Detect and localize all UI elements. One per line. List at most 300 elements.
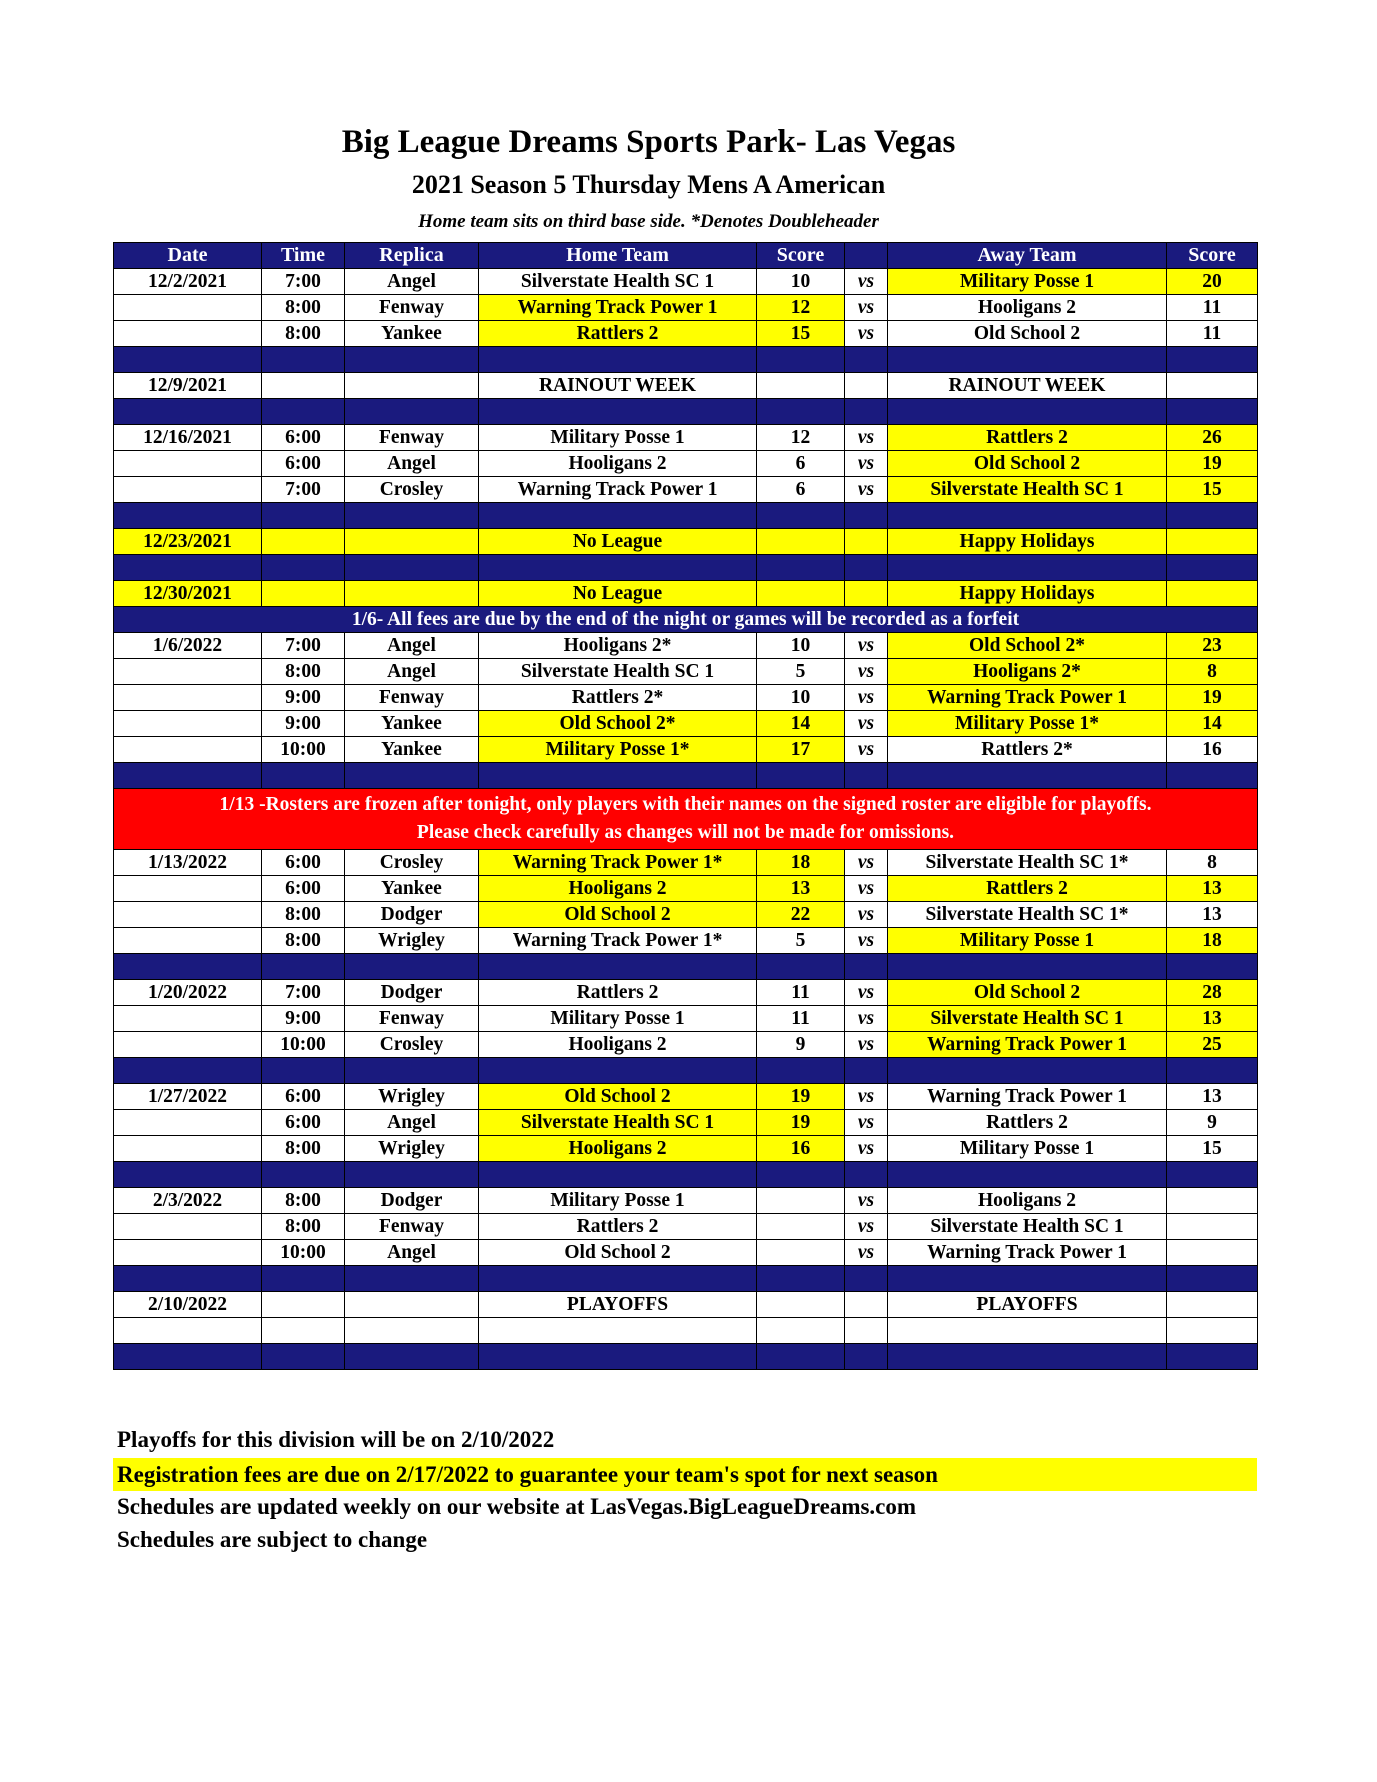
home-score-cell: 18 bbox=[757, 850, 845, 876]
separator-cell bbox=[345, 1162, 479, 1188]
home-score-cell: 19 bbox=[757, 1084, 845, 1110]
time-cell: 6:00 bbox=[262, 876, 345, 902]
replica-cell: Wrigley bbox=[345, 928, 479, 954]
date-cell bbox=[114, 295, 262, 321]
separator-cell bbox=[114, 399, 262, 425]
separator-cell bbox=[262, 503, 345, 529]
away-team-cell: Military Posse 1* bbox=[888, 711, 1167, 737]
time-cell: 6:00 bbox=[262, 1110, 345, 1136]
date-cell bbox=[114, 1214, 262, 1240]
vs-cell: vs bbox=[845, 1240, 888, 1266]
page-title: Big League Dreams Sports Park- Las Vegas bbox=[341, 124, 956, 160]
home-team-cell: Military Posse 1 bbox=[479, 1006, 757, 1032]
date-cell bbox=[114, 902, 262, 928]
away-team-cell: Old School 2* bbox=[888, 633, 1167, 659]
separator-cell bbox=[845, 1266, 888, 1292]
separator-cell bbox=[888, 1162, 1167, 1188]
game-row bbox=[114, 1084, 1258, 1110]
home-score-cell: 10 bbox=[757, 685, 845, 711]
away-team-cell: PLAYOFFS bbox=[888, 1292, 1167, 1318]
separator-cell bbox=[757, 1162, 845, 1188]
home-score-cell bbox=[757, 1188, 845, 1214]
game-row bbox=[114, 685, 1258, 711]
time-cell bbox=[262, 1292, 345, 1318]
vs-cell: vs bbox=[845, 477, 888, 503]
separator-cell bbox=[888, 1266, 1167, 1292]
vs-cell: vs bbox=[845, 711, 888, 737]
separator-cell bbox=[479, 1058, 757, 1084]
vs-cell: vs bbox=[845, 876, 888, 902]
separator-cell bbox=[479, 1344, 757, 1370]
separator-cell bbox=[845, 555, 888, 581]
home-score-cell bbox=[757, 581, 845, 607]
home-score-cell: 11 bbox=[757, 980, 845, 1006]
away-team-cell: Warning Track Power 1 bbox=[888, 1084, 1167, 1110]
replica-cell: Yankee bbox=[345, 711, 479, 737]
home-team-cell: No League bbox=[479, 529, 757, 555]
separator-cell bbox=[114, 1344, 262, 1370]
separator-cell bbox=[262, 1266, 345, 1292]
separator-cell bbox=[757, 347, 845, 373]
separator-cell bbox=[1167, 503, 1258, 529]
time-cell bbox=[262, 529, 345, 555]
vs-cell: vs bbox=[845, 321, 888, 347]
time-cell: 8:00 bbox=[262, 295, 345, 321]
separator-cell bbox=[1167, 1162, 1258, 1188]
away-score-cell: 16 bbox=[1167, 737, 1258, 763]
away-team-cell: Warning Track Power 1 bbox=[888, 1240, 1167, 1266]
vs-cell: vs bbox=[845, 980, 888, 1006]
separator-cell bbox=[845, 954, 888, 980]
separator-cell bbox=[479, 1266, 757, 1292]
separator-cell bbox=[757, 1058, 845, 1084]
column-header-away-team: Away Team bbox=[888, 243, 1167, 269]
away-team-cell: Silverstate Health SC 1 bbox=[888, 1006, 1167, 1032]
away-team-cell: Hooligans 2 bbox=[888, 295, 1167, 321]
special-row bbox=[114, 373, 1258, 399]
home-score-cell: 5 bbox=[757, 928, 845, 954]
away-team-cell: Silverstate Health SC 1 bbox=[888, 1214, 1167, 1240]
separator-cell bbox=[345, 503, 479, 529]
away-score-cell: 13 bbox=[1167, 902, 1258, 928]
home-team-cell: Silverstate Health SC 1 bbox=[479, 659, 757, 685]
replica-cell: Angel bbox=[345, 1240, 479, 1266]
away-score-cell: 8 bbox=[1167, 850, 1258, 876]
separator-cell bbox=[114, 954, 262, 980]
away-score-cell: 8 bbox=[1167, 659, 1258, 685]
separator-cell bbox=[479, 347, 757, 373]
separator-cell bbox=[757, 503, 845, 529]
home-team-cell: Old School 2 bbox=[479, 1240, 757, 1266]
date-cell bbox=[114, 321, 262, 347]
separator-cell bbox=[345, 555, 479, 581]
date-cell bbox=[114, 477, 262, 503]
time-cell: 10:00 bbox=[262, 1240, 345, 1266]
blank-cell bbox=[114, 1318, 262, 1344]
home-team-cell: Hooligans 2* bbox=[479, 633, 757, 659]
date-cell: 12/2/2021 bbox=[114, 269, 262, 295]
game-row bbox=[114, 1136, 1258, 1162]
time-cell: 8:00 bbox=[262, 928, 345, 954]
separator-row bbox=[114, 399, 1258, 425]
replica-cell: Fenway bbox=[345, 1214, 479, 1240]
away-team-cell: Hooligans 2* bbox=[888, 659, 1167, 685]
separator-cell bbox=[845, 1162, 888, 1188]
date-cell: 1/27/2022 bbox=[114, 1084, 262, 1110]
notice-row bbox=[114, 607, 1258, 633]
away-score-cell: 23 bbox=[1167, 633, 1258, 659]
separator-cell bbox=[888, 763, 1167, 789]
date-cell bbox=[114, 1136, 262, 1162]
home-team-cell: Hooligans 2 bbox=[479, 1032, 757, 1058]
replica-cell bbox=[345, 581, 479, 607]
replica-cell: Angel bbox=[345, 1110, 479, 1136]
away-team-cell: Silverstate Health SC 1* bbox=[888, 850, 1167, 876]
time-cell: 7:00 bbox=[262, 980, 345, 1006]
separator-row bbox=[114, 555, 1258, 581]
time-cell: 8:00 bbox=[262, 659, 345, 685]
vs-cell: vs bbox=[845, 1188, 888, 1214]
home-team-cell: Warning Track Power 1 bbox=[479, 295, 757, 321]
roster-notice bbox=[114, 789, 1258, 850]
separator-cell bbox=[845, 503, 888, 529]
away-team-cell: Rattlers 2 bbox=[888, 425, 1167, 451]
upcoming-game-row bbox=[114, 1214, 1258, 1240]
separator-cell bbox=[262, 347, 345, 373]
separator-cell bbox=[479, 503, 757, 529]
column-header-home-score: Score bbox=[757, 243, 845, 269]
game-row bbox=[114, 1032, 1258, 1058]
time-cell: 6:00 bbox=[262, 451, 345, 477]
away-score-cell bbox=[1167, 1188, 1258, 1214]
replica-cell: Angel bbox=[345, 451, 479, 477]
date-cell: 12/9/2021 bbox=[114, 373, 262, 399]
special-row bbox=[114, 1292, 1258, 1318]
home-score-cell bbox=[757, 1240, 845, 1266]
vs-cell: vs bbox=[845, 1214, 888, 1240]
separator-cell bbox=[479, 954, 757, 980]
time-cell: 8:00 bbox=[262, 1188, 345, 1214]
home-score-cell: 10 bbox=[757, 633, 845, 659]
upcoming-game-row bbox=[114, 1188, 1258, 1214]
game-row bbox=[114, 659, 1258, 685]
away-score-cell bbox=[1167, 581, 1258, 607]
footer-change-note: Schedules are subject to change bbox=[117, 1527, 428, 1552]
separator-cell bbox=[345, 1344, 479, 1370]
separator-cell bbox=[479, 399, 757, 425]
away-team-cell: Hooligans 2 bbox=[888, 1188, 1167, 1214]
separator-row bbox=[114, 1058, 1258, 1084]
replica-cell: Fenway bbox=[345, 685, 479, 711]
time-cell: 8:00 bbox=[262, 902, 345, 928]
game-row bbox=[114, 269, 1258, 295]
separator-cell bbox=[262, 555, 345, 581]
away-team-cell: Rattlers 2 bbox=[888, 876, 1167, 902]
away-score-cell: 19 bbox=[1167, 451, 1258, 477]
vs-cell: vs bbox=[845, 295, 888, 321]
game-row bbox=[114, 711, 1258, 737]
date-cell: 2/3/2022 bbox=[114, 1188, 262, 1214]
upcoming-game-row bbox=[114, 1240, 1258, 1266]
time-cell: 8:00 bbox=[262, 1214, 345, 1240]
separator-cell bbox=[1167, 1058, 1258, 1084]
home-team-cell: Military Posse 1 bbox=[479, 425, 757, 451]
home-team-cell: Military Posse 1* bbox=[479, 737, 757, 763]
separator-cell bbox=[1167, 399, 1258, 425]
separator-cell bbox=[757, 1344, 845, 1370]
time-cell bbox=[262, 581, 345, 607]
game-row bbox=[114, 928, 1258, 954]
home-team-cell: Military Posse 1 bbox=[479, 1188, 757, 1214]
game-row bbox=[114, 980, 1258, 1006]
time-cell: 7:00 bbox=[262, 477, 345, 503]
home-score-cell: 14 bbox=[757, 711, 845, 737]
vs-cell: vs bbox=[845, 633, 888, 659]
separator-cell bbox=[114, 763, 262, 789]
separator-cell bbox=[262, 1162, 345, 1188]
game-row bbox=[114, 850, 1258, 876]
home-score-cell: 22 bbox=[757, 902, 845, 928]
separator-cell bbox=[479, 763, 757, 789]
home-score-cell: 5 bbox=[757, 659, 845, 685]
home-score-cell: 15 bbox=[757, 321, 845, 347]
time-cell: 7:00 bbox=[262, 269, 345, 295]
away-team-cell: Silverstate Health SC 1 bbox=[888, 477, 1167, 503]
date-cell: 12/16/2021 bbox=[114, 425, 262, 451]
separator-cell bbox=[757, 399, 845, 425]
roster-notice-row bbox=[114, 789, 1258, 850]
away-score-cell bbox=[1167, 373, 1258, 399]
home-score-cell: 11 bbox=[757, 1006, 845, 1032]
blank-row bbox=[114, 1318, 1258, 1344]
home-team-cell: Hooligans 2 bbox=[479, 451, 757, 477]
game-row bbox=[114, 902, 1258, 928]
replica-cell: Angel bbox=[345, 633, 479, 659]
away-score-cell: 25 bbox=[1167, 1032, 1258, 1058]
separator-row bbox=[114, 347, 1258, 373]
home-team-cell: Silverstate Health SC 1 bbox=[479, 1110, 757, 1136]
home-team-cell: Warning Track Power 1* bbox=[479, 928, 757, 954]
separator-cell bbox=[345, 347, 479, 373]
away-team-cell: Rattlers 2* bbox=[888, 737, 1167, 763]
date-cell bbox=[114, 876, 262, 902]
away-score-cell: 28 bbox=[1167, 980, 1258, 1006]
game-row bbox=[114, 425, 1258, 451]
replica-cell: Angel bbox=[345, 269, 479, 295]
holiday-row bbox=[114, 581, 1258, 607]
separator-row bbox=[114, 763, 1258, 789]
separator-cell bbox=[888, 1058, 1167, 1084]
separator-cell bbox=[888, 347, 1167, 373]
home-score-cell: 13 bbox=[757, 876, 845, 902]
vs-cell: vs bbox=[845, 685, 888, 711]
away-score-cell: 13 bbox=[1167, 876, 1258, 902]
away-team-cell: Old School 2 bbox=[888, 451, 1167, 477]
separator-cell bbox=[845, 399, 888, 425]
home-team-cell: Hooligans 2 bbox=[479, 1136, 757, 1162]
vs-cell: vs bbox=[845, 1084, 888, 1110]
away-team-cell: Military Posse 1 bbox=[888, 269, 1167, 295]
vs-cell: vs bbox=[845, 1136, 888, 1162]
blank-cell bbox=[345, 1318, 479, 1344]
home-team-cell: Rattlers 2 bbox=[479, 321, 757, 347]
home-team-cell: Old School 2* bbox=[479, 711, 757, 737]
replica-cell: Crosley bbox=[345, 850, 479, 876]
roster-notice-line1: 1/13 -Rosters are frozen after tonight, only players with their names on the signed roster are eligible for playoffs. bbox=[219, 794, 1152, 815]
home-team-cell: No League bbox=[479, 581, 757, 607]
home-team-cell: Old School 2 bbox=[479, 1084, 757, 1110]
game-row bbox=[114, 1110, 1258, 1136]
column-header-time: Time bbox=[262, 243, 345, 269]
replica-cell: Yankee bbox=[345, 737, 479, 763]
time-cell: 9:00 bbox=[262, 685, 345, 711]
date-cell: 12/23/2021 bbox=[114, 529, 262, 555]
vs-cell: vs bbox=[845, 737, 888, 763]
home-score-cell bbox=[757, 1292, 845, 1318]
footer-registration-note: Registration fees are due on 2/17/2022 to guarantee your team's spot for next season bbox=[113, 1458, 1257, 1491]
date-cell: 1/6/2022 bbox=[114, 633, 262, 659]
fees-notice: 1/6- All fees are due by the end of the night or games will be recorded as a forfeit bbox=[114, 607, 1258, 633]
away-team-cell: Military Posse 1 bbox=[888, 928, 1167, 954]
blank-cell bbox=[479, 1318, 757, 1344]
separator-cell bbox=[262, 763, 345, 789]
away-score-cell: 18 bbox=[1167, 928, 1258, 954]
home-team-cell: Silverstate Health SC 1 bbox=[479, 269, 757, 295]
column-header-away-score: Score bbox=[1167, 243, 1258, 269]
away-team-cell: Happy Holidays bbox=[888, 529, 1167, 555]
vs-cell bbox=[845, 373, 888, 399]
separator-cell bbox=[1167, 1266, 1258, 1292]
away-score-cell: 11 bbox=[1167, 295, 1258, 321]
replica-cell bbox=[345, 373, 479, 399]
away-score-cell: 14 bbox=[1167, 711, 1258, 737]
replica-cell: Wrigley bbox=[345, 1084, 479, 1110]
replica-cell: Fenway bbox=[345, 1006, 479, 1032]
home-score-cell: 10 bbox=[757, 269, 845, 295]
separator-row bbox=[114, 954, 1258, 980]
time-cell: 10:00 bbox=[262, 1032, 345, 1058]
away-team-cell: RAINOUT WEEK bbox=[888, 373, 1167, 399]
game-row bbox=[114, 321, 1258, 347]
vs-cell: vs bbox=[845, 902, 888, 928]
date-cell bbox=[114, 737, 262, 763]
page-subtitle: 2021 Season 5 Thursday Mens A American bbox=[411, 170, 886, 199]
away-score-cell: 9 bbox=[1167, 1110, 1258, 1136]
separator-cell bbox=[888, 954, 1167, 980]
date-cell bbox=[114, 685, 262, 711]
date-cell bbox=[114, 659, 262, 685]
separator-cell bbox=[888, 503, 1167, 529]
away-score-cell bbox=[1167, 529, 1258, 555]
column-header-home-team: Home Team bbox=[479, 243, 757, 269]
time-cell: 8:00 bbox=[262, 321, 345, 347]
separator-cell bbox=[114, 1058, 262, 1084]
vs-cell: vs bbox=[845, 928, 888, 954]
column-header-replica: Replica bbox=[345, 243, 479, 269]
vs-cell: vs bbox=[845, 850, 888, 876]
replica-cell: Wrigley bbox=[345, 1136, 479, 1162]
separator-cell bbox=[757, 555, 845, 581]
separator-cell bbox=[757, 1266, 845, 1292]
away-team-cell: Military Posse 1 bbox=[888, 1136, 1167, 1162]
separator-cell bbox=[114, 347, 262, 373]
separator-cell bbox=[845, 1344, 888, 1370]
column-header-date: Date bbox=[114, 243, 262, 269]
game-row bbox=[114, 633, 1258, 659]
separator-cell bbox=[345, 954, 479, 980]
replica-cell: Dodger bbox=[345, 980, 479, 1006]
time-cell bbox=[262, 373, 345, 399]
separator-row bbox=[114, 1162, 1258, 1188]
time-cell: 9:00 bbox=[262, 1006, 345, 1032]
replica-cell: Dodger bbox=[345, 902, 479, 928]
game-row bbox=[114, 451, 1258, 477]
replica-cell: Crosley bbox=[345, 1032, 479, 1058]
home-score-cell: 12 bbox=[757, 295, 845, 321]
date-cell: 2/10/2022 bbox=[114, 1292, 262, 1318]
replica-cell: Fenway bbox=[345, 425, 479, 451]
home-score-cell: 19 bbox=[757, 1110, 845, 1136]
game-row bbox=[114, 876, 1258, 902]
date-cell: 12/30/2021 bbox=[114, 581, 262, 607]
away-score-cell: 11 bbox=[1167, 321, 1258, 347]
schedule-body bbox=[114, 269, 1258, 1370]
blank-cell bbox=[262, 1318, 345, 1344]
separator-cell bbox=[757, 954, 845, 980]
vs-cell: vs bbox=[845, 425, 888, 451]
separator-cell bbox=[345, 1058, 479, 1084]
date-cell bbox=[114, 451, 262, 477]
schedule-table bbox=[113, 242, 1258, 1370]
game-row bbox=[114, 295, 1258, 321]
away-team-cell: Warning Track Power 1 bbox=[888, 685, 1167, 711]
separator-cell bbox=[345, 399, 479, 425]
home-team-cell: Hooligans 2 bbox=[479, 876, 757, 902]
replica-cell: Fenway bbox=[345, 295, 479, 321]
home-team-cell: Rattlers 2 bbox=[479, 1214, 757, 1240]
home-team-cell: Rattlers 2 bbox=[479, 980, 757, 1006]
separator-row bbox=[114, 1266, 1258, 1292]
separator-cell bbox=[1167, 347, 1258, 373]
time-cell: 10:00 bbox=[262, 737, 345, 763]
home-score-cell: 6 bbox=[757, 451, 845, 477]
away-team-cell: Rattlers 2 bbox=[888, 1110, 1167, 1136]
separator-cell bbox=[262, 1058, 345, 1084]
replica-cell bbox=[345, 529, 479, 555]
blank-cell bbox=[845, 1318, 888, 1344]
away-score-cell: 15 bbox=[1167, 477, 1258, 503]
vs-cell bbox=[845, 581, 888, 607]
home-score-cell: 6 bbox=[757, 477, 845, 503]
separator-row bbox=[114, 503, 1258, 529]
separator-cell bbox=[1167, 1344, 1258, 1370]
vs-cell: vs bbox=[845, 1110, 888, 1136]
replica-cell: Angel bbox=[345, 659, 479, 685]
time-cell: 9:00 bbox=[262, 711, 345, 737]
vs-cell bbox=[845, 529, 888, 555]
date-cell bbox=[114, 1110, 262, 1136]
separator-cell bbox=[479, 1162, 757, 1188]
away-team-cell: Happy Holidays bbox=[888, 581, 1167, 607]
away-team-cell: Silverstate Health SC 1* bbox=[888, 902, 1167, 928]
vs-cell bbox=[845, 1292, 888, 1318]
away-score-cell bbox=[1167, 1214, 1258, 1240]
time-cell: 6:00 bbox=[262, 1084, 345, 1110]
away-score-cell: 20 bbox=[1167, 269, 1258, 295]
home-score-cell: 12 bbox=[757, 425, 845, 451]
vs-cell: vs bbox=[845, 451, 888, 477]
column-header-vs bbox=[845, 243, 888, 269]
